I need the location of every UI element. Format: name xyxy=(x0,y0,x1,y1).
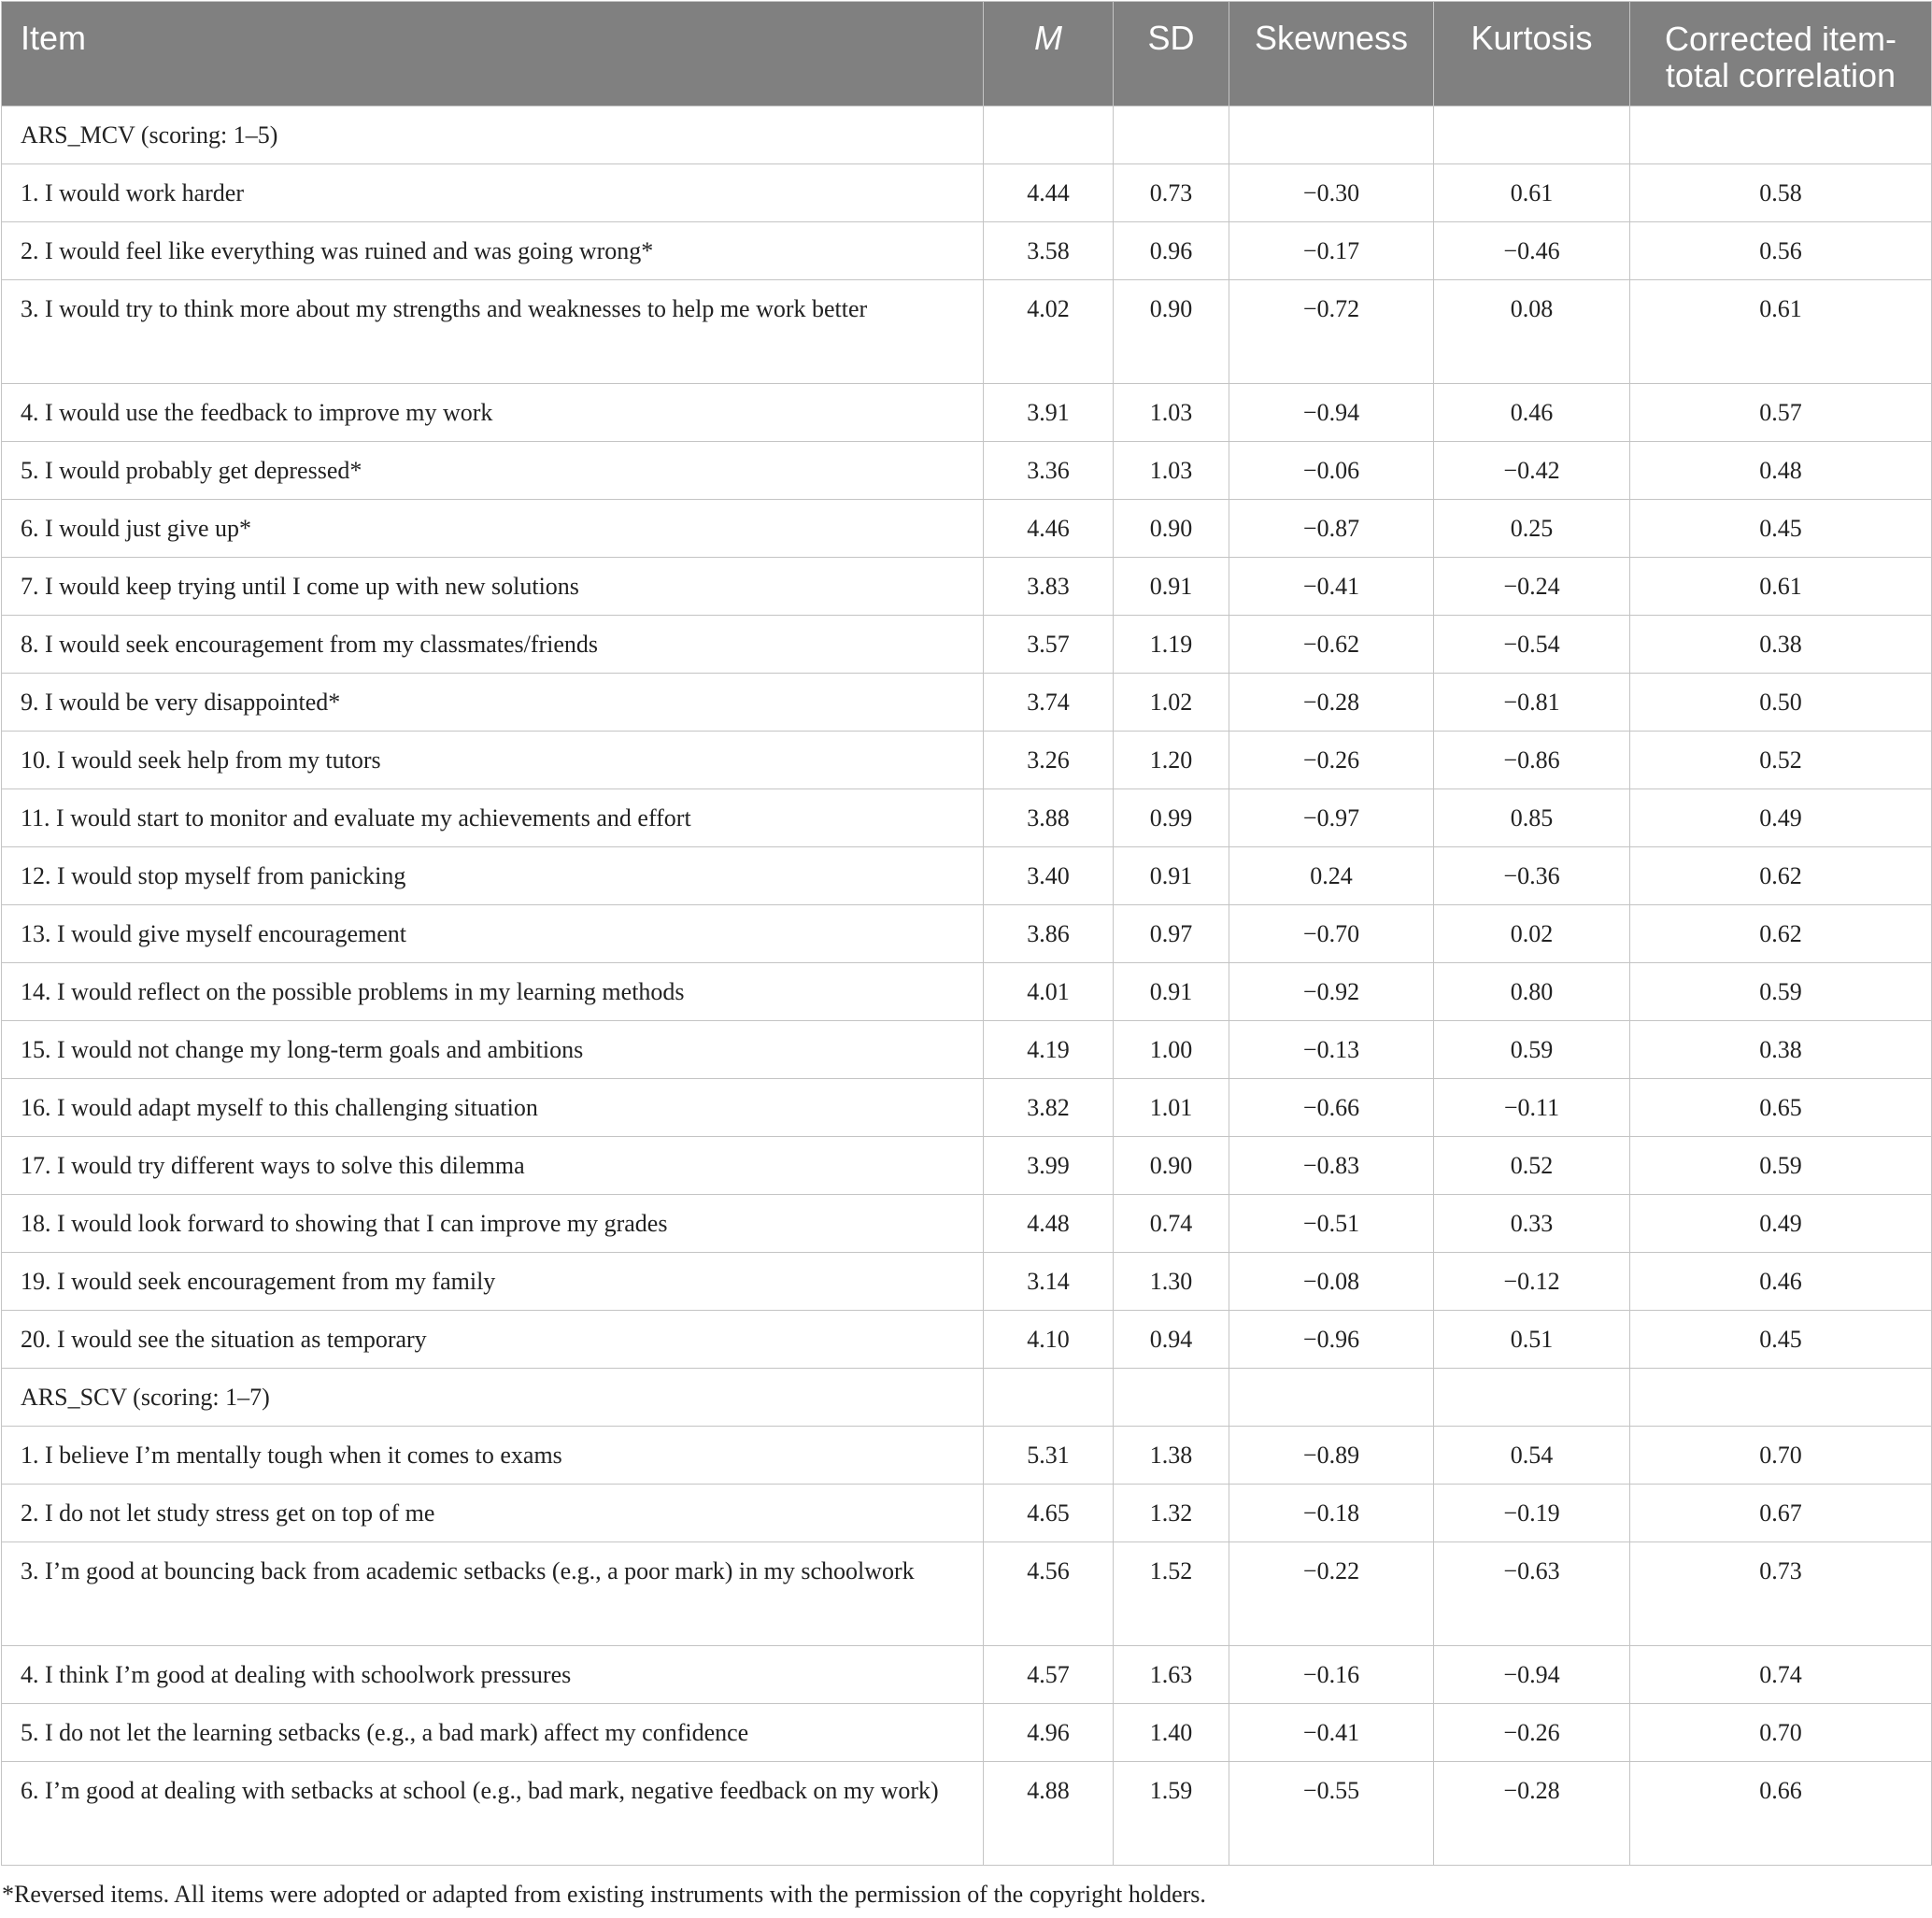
item-cell: 3. I’m good at bouncing back from academic setbacks (e.g., a poor mark) in my schoolwork xyxy=(2,1542,984,1646)
skewness-cell: −0.41 xyxy=(1229,558,1434,616)
mean-cell: 4.10 xyxy=(984,1311,1114,1369)
table-header xyxy=(2,2,1932,107)
empty-cell xyxy=(984,107,1114,164)
sd-cell: 0.97 xyxy=(1114,905,1229,963)
correlation-cell: 0.45 xyxy=(1630,500,1932,558)
skewness-cell: −0.87 xyxy=(1229,500,1434,558)
skewness-cell: −0.26 xyxy=(1229,732,1434,789)
table-row xyxy=(2,963,1932,1021)
table-row xyxy=(2,732,1932,789)
mean-cell: 4.01 xyxy=(984,963,1114,1021)
item-cell: 11. I would start to monitor and evaluate my achievements and effort xyxy=(2,789,984,847)
kurtosis-cell: −0.24 xyxy=(1434,558,1630,616)
skewness-cell: −0.22 xyxy=(1229,1542,1434,1646)
mean-cell: 4.65 xyxy=(984,1485,1114,1542)
table-row xyxy=(2,789,1932,847)
mean-cell: 4.46 xyxy=(984,500,1114,558)
correlation-cell: 0.73 xyxy=(1630,1542,1932,1646)
kurtosis-cell: 0.46 xyxy=(1434,384,1630,442)
sd-cell: 0.91 xyxy=(1114,558,1229,616)
sd-cell: 0.94 xyxy=(1114,1311,1229,1369)
mean-cell: 3.88 xyxy=(984,789,1114,847)
skewness-cell: −0.18 xyxy=(1229,1485,1434,1542)
sd-cell: 1.03 xyxy=(1114,442,1229,500)
table-row xyxy=(2,1311,1932,1369)
table-row xyxy=(2,1762,1932,1866)
empty-cell xyxy=(1114,107,1229,164)
sd-cell: 0.91 xyxy=(1114,963,1229,1021)
item-cell: 8. I would seek encouragement from my classmates/friends xyxy=(2,616,984,674)
skewness-cell: −0.16 xyxy=(1229,1646,1434,1704)
kurtosis-cell: 0.25 xyxy=(1434,500,1630,558)
kurtosis-cell: 0.51 xyxy=(1434,1311,1630,1369)
skewness-cell: −0.41 xyxy=(1229,1704,1434,1762)
mean-cell: 4.56 xyxy=(984,1542,1114,1646)
empty-cell xyxy=(1630,107,1932,164)
table-row xyxy=(2,1079,1932,1137)
kurtosis-cell: 0.61 xyxy=(1434,164,1630,222)
correlation-cell: 0.70 xyxy=(1630,1704,1932,1762)
skewness-cell: −0.30 xyxy=(1229,164,1434,222)
skewness-cell: −0.94 xyxy=(1229,384,1434,442)
kurtosis-cell: −0.42 xyxy=(1434,442,1630,500)
empty-cell xyxy=(1434,107,1630,164)
kurtosis-cell: 0.80 xyxy=(1434,963,1630,1021)
skewness-cell: −0.06 xyxy=(1229,442,1434,500)
correlation-cell: 0.45 xyxy=(1630,1311,1932,1369)
sd-cell: 1.63 xyxy=(1114,1646,1229,1704)
mean-cell: 3.58 xyxy=(984,222,1114,280)
item-cell: 3. I would try to think more about my strengths and weaknesses to help me work better xyxy=(2,280,984,384)
sd-cell: 0.91 xyxy=(1114,847,1229,905)
empty-cell xyxy=(1630,1369,1932,1427)
kurtosis-cell: 0.52 xyxy=(1434,1137,1630,1195)
skewness-cell: −0.08 xyxy=(1229,1253,1434,1311)
sd-cell: 1.01 xyxy=(1114,1079,1229,1137)
kurtosis-cell: −0.54 xyxy=(1434,616,1630,674)
table-row xyxy=(2,1195,1932,1253)
correlation-cell: 0.74 xyxy=(1630,1646,1932,1704)
kurtosis-cell: −0.26 xyxy=(1434,1704,1630,1762)
skewness-cell: −0.13 xyxy=(1229,1021,1434,1079)
item-cell: 9. I would be very disappointed* xyxy=(2,674,984,732)
section-label: ARS_MCV (scoring: 1–5) xyxy=(2,107,984,164)
correlation-cell: 0.38 xyxy=(1630,1021,1932,1079)
header-sd: SD xyxy=(1114,2,1229,107)
mean-cell: 3.86 xyxy=(984,905,1114,963)
mean-cell: 3.14 xyxy=(984,1253,1114,1311)
correlation-cell: 0.70 xyxy=(1630,1427,1932,1485)
correlation-cell: 0.61 xyxy=(1630,558,1932,616)
header-kurtosis: Kurtosis xyxy=(1434,2,1630,107)
item-cell: 12. I would stop myself from panicking xyxy=(2,847,984,905)
kurtosis-cell: −0.94 xyxy=(1434,1646,1630,1704)
skewness-cell: −0.97 xyxy=(1229,789,1434,847)
table-row xyxy=(2,442,1932,500)
table-row xyxy=(2,164,1932,222)
item-cell: 18. I would look forward to showing that I can improve my grades xyxy=(2,1195,984,1253)
section-row xyxy=(2,1369,1932,1427)
header-corrected-item-total-correlation: Corrected item-total correlation xyxy=(1630,2,1932,107)
table-row xyxy=(2,1427,1932,1485)
kurtosis-cell: 0.54 xyxy=(1434,1427,1630,1485)
table-row xyxy=(2,384,1932,442)
mean-cell: 3.91 xyxy=(984,384,1114,442)
skewness-cell: 0.24 xyxy=(1229,847,1434,905)
section-row xyxy=(2,107,1932,164)
sd-cell: 0.90 xyxy=(1114,500,1229,558)
table-row xyxy=(2,558,1932,616)
item-cell: 1. I would work harder xyxy=(2,164,984,222)
item-cell: 2. I would feel like everything was ruined and was going wrong* xyxy=(2,222,984,280)
table-row xyxy=(2,500,1932,558)
sd-cell: 1.19 xyxy=(1114,616,1229,674)
kurtosis-cell: 0.02 xyxy=(1434,905,1630,963)
mean-cell: 5.31 xyxy=(984,1427,1114,1485)
mean-cell: 3.82 xyxy=(984,1079,1114,1137)
table-row xyxy=(2,1704,1932,1762)
mean-cell: 4.48 xyxy=(984,1195,1114,1253)
correlation-cell: 0.67 xyxy=(1630,1485,1932,1542)
item-cell: 4. I would use the feedback to improve my work xyxy=(2,384,984,442)
item-cell: 7. I would keep trying until I come up with new solutions xyxy=(2,558,984,616)
section-label: ARS_SCV (scoring: 1–7) xyxy=(2,1369,984,1427)
item-cell: 5. I would probably get depressed* xyxy=(2,442,984,500)
skewness-cell: −0.17 xyxy=(1229,222,1434,280)
correlation-cell: 0.56 xyxy=(1630,222,1932,280)
table-row xyxy=(2,616,1932,674)
correlation-cell: 0.65 xyxy=(1630,1079,1932,1137)
kurtosis-cell: 0.08 xyxy=(1434,280,1630,384)
skewness-cell: −0.72 xyxy=(1229,280,1434,384)
item-cell: 4. I think I’m good at dealing with schoolwork pressures xyxy=(2,1646,984,1704)
table-footnote: *Reversed items. All items were adopted or adapted from existing instruments with the permission of the copyright holders. xyxy=(2,1881,1206,1908)
item-cell: 6. I would just give up* xyxy=(2,500,984,558)
sd-cell: 0.96 xyxy=(1114,222,1229,280)
sd-cell: 1.02 xyxy=(1114,674,1229,732)
mean-cell: 3.57 xyxy=(984,616,1114,674)
skewness-cell: −0.96 xyxy=(1229,1311,1434,1369)
sd-cell: 0.73 xyxy=(1114,164,1229,222)
item-cell: 2. I do not let study stress get on top of me xyxy=(2,1485,984,1542)
header-row xyxy=(2,2,1932,107)
skewness-cell: −0.62 xyxy=(1229,616,1434,674)
table-row xyxy=(2,1137,1932,1195)
correlation-cell: 0.52 xyxy=(1630,732,1932,789)
kurtosis-cell: −0.28 xyxy=(1434,1762,1630,1866)
correlation-cell: 0.66 xyxy=(1630,1762,1932,1866)
table-row xyxy=(2,1021,1932,1079)
skewness-cell: −0.83 xyxy=(1229,1137,1434,1195)
correlation-cell: 0.62 xyxy=(1630,905,1932,963)
empty-cell xyxy=(1229,107,1434,164)
sd-cell: 0.74 xyxy=(1114,1195,1229,1253)
item-cell: 1. I believe I’m mentally tough when it comes to exams xyxy=(2,1427,984,1485)
mean-cell: 4.44 xyxy=(984,164,1114,222)
correlation-cell: 0.46 xyxy=(1630,1253,1932,1311)
table-row xyxy=(2,847,1932,905)
table-row xyxy=(2,1253,1932,1311)
kurtosis-cell: −0.19 xyxy=(1434,1485,1630,1542)
correlation-cell: 0.50 xyxy=(1630,674,1932,732)
correlation-cell: 0.49 xyxy=(1630,789,1932,847)
correlation-cell: 0.49 xyxy=(1630,1195,1932,1253)
mean-cell: 3.99 xyxy=(984,1137,1114,1195)
sd-cell: 0.90 xyxy=(1114,280,1229,384)
sd-cell: 1.30 xyxy=(1114,1253,1229,1311)
item-cell: 15. I would not change my long-term goals and ambitions xyxy=(2,1021,984,1079)
empty-cell xyxy=(1229,1369,1434,1427)
mean-cell: 4.96 xyxy=(984,1704,1114,1762)
table-row xyxy=(2,1646,1932,1704)
skewness-cell: −0.28 xyxy=(1229,674,1434,732)
empty-cell xyxy=(1114,1369,1229,1427)
correlation-cell: 0.58 xyxy=(1630,164,1932,222)
sd-cell: 1.03 xyxy=(1114,384,1229,442)
item-cell: 19. I would seek encouragement from my family xyxy=(2,1253,984,1311)
item-cell: 5. I do not let the learning setbacks (e.g., a bad mark) affect my confidence xyxy=(2,1704,984,1762)
kurtosis-cell: −0.12 xyxy=(1434,1253,1630,1311)
kurtosis-cell: −0.46 xyxy=(1434,222,1630,280)
skewness-cell: −0.70 xyxy=(1229,905,1434,963)
kurtosis-cell: 0.33 xyxy=(1434,1195,1630,1253)
sd-cell: 1.52 xyxy=(1114,1542,1229,1646)
mean-cell: 4.57 xyxy=(984,1646,1114,1704)
sd-cell: 0.90 xyxy=(1114,1137,1229,1195)
correlation-cell: 0.57 xyxy=(1630,384,1932,442)
correlation-cell: 0.48 xyxy=(1630,442,1932,500)
kurtosis-cell: −0.36 xyxy=(1434,847,1630,905)
item-cell: 10. I would seek help from my tutors xyxy=(2,732,984,789)
kurtosis-cell: −0.63 xyxy=(1434,1542,1630,1646)
item-cell: 20. I would see the situation as temporary xyxy=(2,1311,984,1369)
sd-cell: 1.20 xyxy=(1114,732,1229,789)
header-mean: M xyxy=(984,2,1114,107)
kurtosis-cell: −0.11 xyxy=(1434,1079,1630,1137)
correlation-cell: 0.38 xyxy=(1630,616,1932,674)
table-body xyxy=(2,107,1932,1866)
skewness-cell: −0.92 xyxy=(1229,963,1434,1021)
sd-cell: 1.00 xyxy=(1114,1021,1229,1079)
empty-cell xyxy=(1434,1369,1630,1427)
mean-cell: 4.88 xyxy=(984,1762,1114,1866)
mean-cell: 3.26 xyxy=(984,732,1114,789)
item-cell: 16. I would adapt myself to this challenging situation xyxy=(2,1079,984,1137)
statistics-table xyxy=(1,1,1932,1866)
table-row xyxy=(2,280,1932,384)
sd-cell: 1.59 xyxy=(1114,1762,1229,1866)
skewness-cell: −0.51 xyxy=(1229,1195,1434,1253)
item-cell: 13. I would give myself encouragement xyxy=(2,905,984,963)
table-row xyxy=(2,1485,1932,1542)
kurtosis-cell: −0.81 xyxy=(1434,674,1630,732)
item-cell: 17. I would try different ways to solve this dilemma xyxy=(2,1137,984,1195)
empty-cell xyxy=(984,1369,1114,1427)
mean-cell: 3.36 xyxy=(984,442,1114,500)
table-row xyxy=(2,674,1932,732)
item-cell: 6. I’m good at dealing with setbacks at school (e.g., bad mark, negative feedback on my work) xyxy=(2,1762,984,1866)
kurtosis-cell: 0.59 xyxy=(1434,1021,1630,1079)
skewness-cell: −0.89 xyxy=(1229,1427,1434,1485)
mean-cell: 4.02 xyxy=(984,280,1114,384)
kurtosis-cell: 0.85 xyxy=(1434,789,1630,847)
sd-cell: 1.40 xyxy=(1114,1704,1229,1762)
correlation-cell: 0.62 xyxy=(1630,847,1932,905)
mean-cell: 4.19 xyxy=(984,1021,1114,1079)
table-row xyxy=(2,905,1932,963)
table-row xyxy=(2,1542,1932,1646)
sd-cell: 0.99 xyxy=(1114,789,1229,847)
item-cell: 14. I would reflect on the possible problems in my learning methods xyxy=(2,963,984,1021)
correlation-cell: 0.59 xyxy=(1630,1137,1932,1195)
mean-cell: 3.40 xyxy=(984,847,1114,905)
kurtosis-cell: −0.86 xyxy=(1434,732,1630,789)
mean-cell: 3.74 xyxy=(984,674,1114,732)
skewness-cell: −0.55 xyxy=(1229,1762,1434,1866)
header-skewness: Skewness xyxy=(1229,2,1434,107)
sd-cell: 1.38 xyxy=(1114,1427,1229,1485)
correlation-cell: 0.61 xyxy=(1630,280,1932,384)
sd-cell: 1.32 xyxy=(1114,1485,1229,1542)
skewness-cell: −0.66 xyxy=(1229,1079,1434,1137)
table-row xyxy=(2,222,1932,280)
mean-cell: 3.83 xyxy=(984,558,1114,616)
header-item: Item xyxy=(2,2,984,107)
correlation-cell: 0.59 xyxy=(1630,963,1932,1021)
